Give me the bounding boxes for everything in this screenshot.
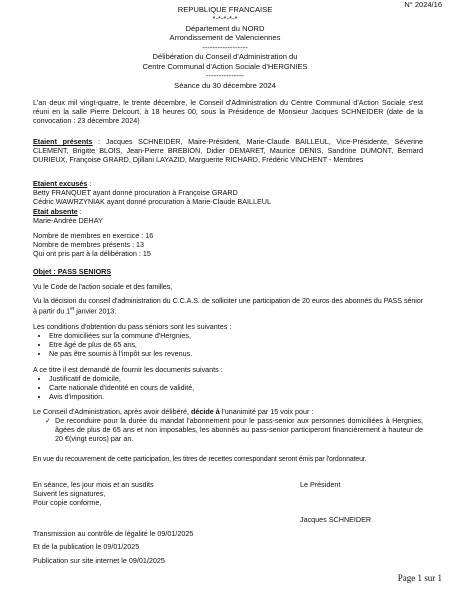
- transmission-line-2: Et de la publication le 09/01/2025: [33, 542, 140, 551]
- vote-prefix: Le Conseil d'Administration, après avoir délibéré,: [33, 407, 191, 416]
- intro-paragraph: L'an deux mil vingt-quatre, le trente décembre, le Conseil d'Administration du Centre Communal d'Action Sociale s'est réuni en la salle Pierre Delcourt, à 18 heures 00, sous la Présidence de Monsieur Jacques SCHNEIDER (date de la convocation : 23 décembre 2024): [33, 98, 423, 125]
- condition-item: • Ne pas être soumis à l'impôt sur les revenus.: [49, 350, 423, 359]
- count-in-office: Nombre de membres en exercice : 16: [33, 231, 154, 240]
- vote-decides: décide à: [190, 407, 220, 416]
- documents-list: [33, 375, 423, 402]
- absent-members: [33, 208, 423, 226]
- document-item: • Avis d'imposition.: [49, 393, 423, 402]
- vote-decision-item: [45, 417, 423, 444]
- absent-colon: :: [77, 207, 82, 216]
- department: Département du NORD: [185, 23, 265, 33]
- deliberation-title-1: Délibération du Conseil d'Administration du: [152, 52, 298, 62]
- conditions-section: [33, 323, 423, 359]
- document-item: • Carte nationale d'identité en cours de validité,: [49, 384, 423, 393]
- closing-line-1: En séance, les jour mois et an susdits: [33, 480, 154, 489]
- absent-line-1: Marie-Andrée DEHAY: [33, 215, 103, 225]
- session-date: Séance du 30 décembre 2024: [174, 80, 276, 90]
- documents-intro: A ce titre il est demandé de fournir les documents suivants :: [33, 365, 223, 374]
- condition-item: • Etre âgé de plus de 65 ans,: [49, 341, 423, 350]
- present-list: : Jacques SCHNEIDER, Maire-Président, Marie-Claude BAILLEUL, Vice-Présidente, Séverine CLEMENT, Brigitte BLOIS, Jean-Pierre BREBION, Didier DEMARET, Maurice DENIS, Sandrine DUMONT, Bernard DURIEUX, Françoise GRARD, Djillani LAYAZID, Marguerite RICHARD, Frédéric VINCHENT - Membres: [33, 137, 423, 164]
- header-stars: *-*-*-*-*: [212, 14, 238, 24]
- checkmark-icon: ✓: [45, 415, 52, 425]
- deliberation-title-2: Centre Communal d'Action Sociale d'HERGNIES: [142, 61, 308, 71]
- president-name: Jacques SCHNEIDER: [300, 515, 372, 524]
- object-title: Objet : PASS SENIORS: [33, 267, 112, 276]
- vote-decision-text: De reconduire pour la durée du mandat l'abonnement pour le pass-senior aux personnes domiciliées à Hergnies, âgées de plus de 65 ans et non imposables, les abonnés au pass-senior participeront financièrement à hauteur de 20 €(vingt euros) par an.: [55, 415, 423, 443]
- page-number: Page 1 sur 1: [397, 572, 442, 583]
- conditions-intro: Les conditions d'obtention du pass séniors sont les suivantes :: [33, 322, 232, 331]
- closing-line-3: Pour copie conforme,: [33, 497, 102, 507]
- header-divider: ------------------: [202, 42, 248, 52]
- present-label: Etaient présents: [33, 137, 93, 146]
- absent-label: Etait absente: [33, 207, 78, 216]
- transmission-line-1: Transmission au contrôle de légalité le 09/01/2025: [33, 529, 194, 538]
- member-counts: [33, 232, 423, 259]
- document-header: [0, 5, 450, 90]
- republic-title: REPUBLIQUE FRANCAISE: [177, 5, 273, 14]
- vote-section: [33, 408, 423, 444]
- excused-members: [33, 180, 423, 207]
- closing-line-2: Suivent les signatures,: [33, 488, 106, 498]
- vote-decision-list: [33, 417, 423, 444]
- recovery-paragraph: En vue du recouvrement de cette participation, les titres de recettes correspondant seront émis par l'ordonnateur.: [33, 456, 367, 463]
- vote-suffix: l'unanimité par 15 voix pour :: [219, 407, 314, 416]
- transmission-line-3: Publication sur site internet le 09/01/2025: [33, 556, 165, 565]
- document-number: N° 2024/16: [404, 0, 442, 9]
- closing-section: [33, 481, 423, 508]
- present-members: [33, 138, 423, 165]
- excused-line-1: Betty FRANQUET ayant donné procuration à Françoise GRARD: [33, 187, 238, 197]
- header-divider-2: ---------------: [206, 71, 244, 81]
- code-reference: Vu le Code de l'action sociale et des familles,: [33, 282, 173, 291]
- count-present: Nombre de membres présents : 13: [33, 239, 145, 249]
- conditions-list: [33, 332, 423, 359]
- arrondissement: Arrondissement de Valenciennes: [169, 33, 281, 43]
- condition-item: • Etre domiciliées sur la commune d'Hergnies,: [49, 332, 423, 341]
- count-participated: Qui ont pris part à la délibération : 15: [33, 248, 151, 258]
- documents-section: [33, 366, 423, 402]
- excused-line-2: Cédric WAWRZYNIAK ayant donné procuration à Marie-Claude BAILLEUL: [33, 196, 271, 206]
- president-title: Le Président: [300, 480, 341, 489]
- excused-label: Etaient excusés: [33, 179, 88, 188]
- excused-colon: :: [87, 179, 92, 188]
- decision-paragraph: Vu la décision du conseil d'administration du C.C.A.S. de solliciter une participation de 20 euros des abonnés du PASS sénior à partir du 1er janvier 2013.: [33, 296, 423, 316]
- document-item: • Justificatif de domicile,: [49, 375, 423, 384]
